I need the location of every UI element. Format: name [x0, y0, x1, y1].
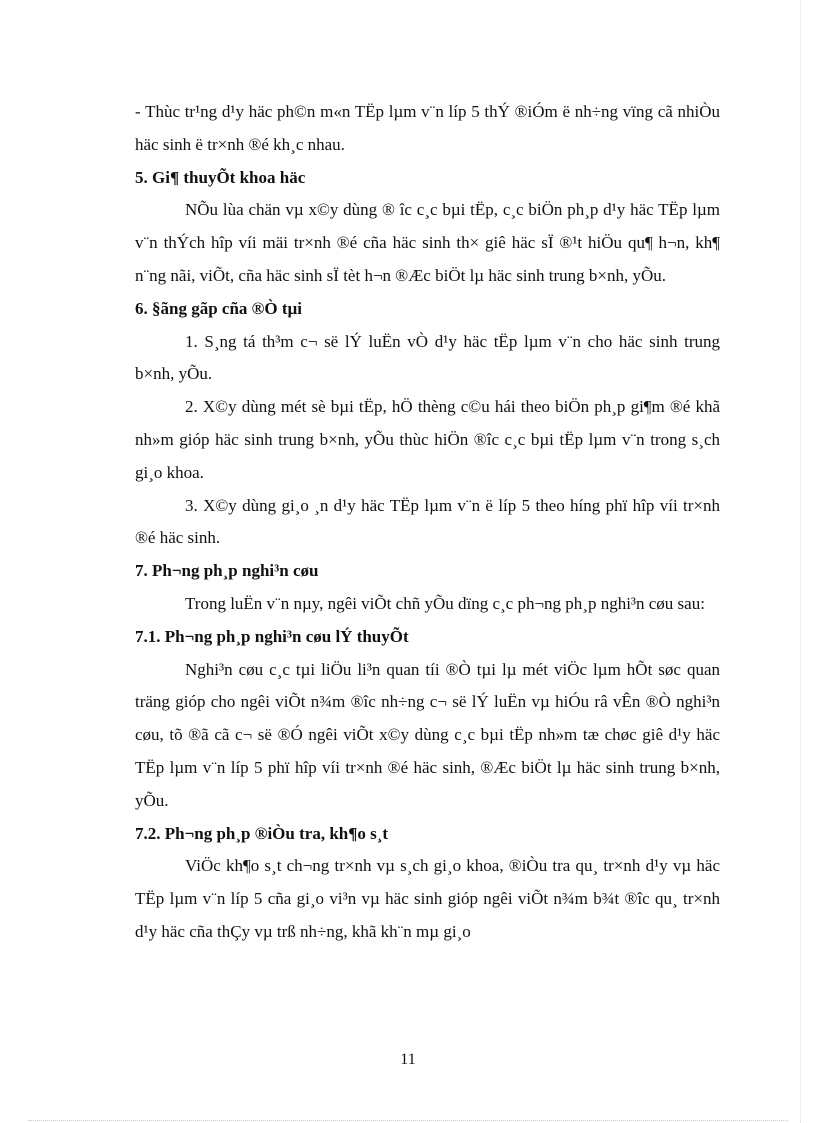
- heading-survey-method: 7.2. Ph¬ng ph¸p ®iÒu tra, kh¶o s¸t: [135, 823, 389, 843]
- document-body: [135, 96, 720, 949]
- paragraph-survey-method: ViÖc kh¶o s¸t ch¬ng tr×nh vµ s¸ch gi¸o khoa, ®iÒu tra qu¸ tr×nh d¹y vµ häc TËp lµm v¨n líp 5 cña gi¸o vi³n vµ häc sinh gióp ngêi viÕt n¾m b¾t ®îc qu¸ tr×nh d¹y häc cña thÇy vµ trß nh÷ng, khã kh¨n mµ gi¸o: [135, 856, 720, 941]
- paragraph-contribution-2: 2. X©y dùng mét sè bµi tËp, hÖ thèng c©u hái theo biÖn ph¸p gi¶m ®é khã nh»m gióp häc sinh trung b×nh, yÕu thùc hiÖn ®îc c¸c bµi tËp lµm v¨n trong s¸ch gi¸o khoa.: [135, 397, 720, 482]
- page-bottom-divider: [28, 1120, 788, 1121]
- page-right-divider: [800, 0, 801, 1123]
- paragraph-theory-research: Nghi³n cøu c¸c tµi liÖu li³n quan tíi ®Ò tµi lµ mét viÖc lµm hÕt søc quan träng gióp cho ngêi viÕt n¾m ®îc nh÷ng c¬ së lÝ luËn vµ hiÓu râ vÊn ®Ò nghi³n cøu, tõ ®ã cã c¬ së ®Ó ngêi viÕt x©y dùng c¸c bµi tËp nh»m tæ chøc giê d¹y häc TËp lµm v¨n líp 5 phï hîp víi tr×nh ®é häc sinh, ®Æc biÖt lµ häc sinh trung b×nh, yÕu.: [135, 659, 720, 810]
- heading-scientific-hypothesis: 5. Gi¶ thuyÕt khoa häc: [135, 167, 306, 187]
- heading-research-methods: 7. Ph¬ng ph¸p nghi³n cøu: [135, 561, 319, 581]
- paragraph-contribution-1: 1. S¸ng tá th³m c¬ së lÝ luËn vÒ d¹y häc tËp lµm v¨n cho häc sinh trung b×nh, yÕu.: [135, 331, 720, 384]
- paragraph-contribution-3: 3. X©y dùng gi¸o ¸n d¹y häc TËp lµm v¨n ë líp 5 theo híng phï hîp víi tr×nh ®é häc sinh.: [135, 495, 720, 548]
- paragraph-hypothesis: NÕu lùa chän vµ x©y dùng ® îc c¸c bµi tËp, c¸c biÖn ph¸p d¹y häc TËp lµm v¨n thÝch hîp víi mäi tr×nh ®é cña häc sinh th× giê häc sÏ ®¹t hiÖu qu¶ h¬n, kh¶ n¨ng nãi, viÕt, cña häc sinh sÏ tèt h¬n ®Æc biÖt lµ häc sinh trung b×nh, yÕu.: [135, 200, 720, 285]
- heading-theory-research: 7.1. Ph¬ng ph¸p nghi³n cøu lÝ thuyÕt: [135, 626, 409, 646]
- paragraph-reality-of-teaching: - Thùc tr¹ng d¹y häc ph©n m«n TËp lµm v¨n líp 5 thÝ ®iÓm ë nh÷ng vïng cã nhiÒu häc sinh ë tr×nh ®é kh¸c nhau.: [135, 102, 720, 154]
- heading-contributions: 6. §ãng gãp cña ®Ò tµi: [135, 298, 303, 318]
- paragraph-methods-intro: Trong luËn v¨n nµy, ngêi viÕt chñ yÕu dïng c¸c ph¬ng ph¸p nghi³n cøu sau:: [185, 593, 705, 613]
- page-number: 11: [400, 1051, 416, 1068]
